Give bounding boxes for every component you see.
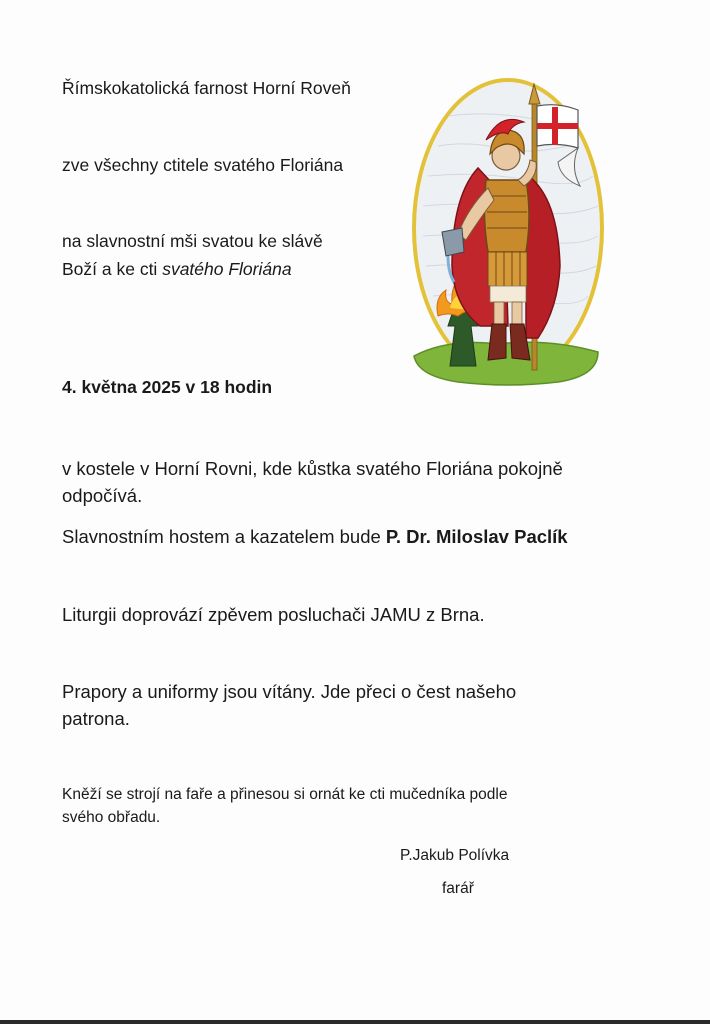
- mass-description-line-1: na slavnostní mši svatou ke slávě: [62, 231, 323, 251]
- guest-name: P. Dr. Miloslav Paclík: [385, 526, 568, 547]
- liturgy-music-line: Liturgii doprovází zpěvem posluchači JAMU z Brna.: [62, 604, 485, 625]
- armor-skirt: [488, 252, 527, 288]
- invitation-line: zve všechny ctitele svatého Floriána: [62, 155, 344, 175]
- priests-note-line-1: Kněží se strojí na faře a přinesou si ornát ke cti mučedníka podle: [62, 786, 508, 803]
- scan-bottom-edge: [0, 1020, 710, 1024]
- mass-description-line-2: [62, 257, 292, 281]
- saint-florian-illustration: [408, 76, 608, 396]
- banners-line-1: Prapory a uniformy jsou vítány. Jde přeci o čest našeho: [62, 681, 517, 702]
- signature-name: P.Jakub Polívka: [400, 847, 510, 864]
- mass-description-text: Boží a ke cti: [62, 259, 163, 279]
- parish-name: Římskokatolická farnost Horní Roveň: [62, 78, 351, 98]
- church-location-line-1: v kostele v Horní Rovni, kde kůstka svatého Floriána pokojně: [62, 458, 563, 479]
- armor-torso: [484, 180, 529, 252]
- saint-name-italic: svatého Floriána: [162, 259, 292, 279]
- guest-preacher-line: [62, 523, 568, 550]
- church-location-line-2: odpočívá.: [62, 485, 143, 506]
- banners-line-2: patrona.: [62, 708, 130, 729]
- water-jug: [442, 228, 464, 256]
- guest-intro: Slavnostním hostem a kazatelem bude: [62, 526, 386, 547]
- signature-role: farář: [442, 880, 474, 897]
- flag-cross-horizontal: [537, 123, 578, 129]
- priests-note-line-2: svého obřadu.: [62, 809, 161, 826]
- saint-florian-icon: [408, 76, 608, 396]
- tunic: [490, 286, 526, 302]
- event-date-time: 4. května 2025 v 18 hodin: [62, 377, 273, 397]
